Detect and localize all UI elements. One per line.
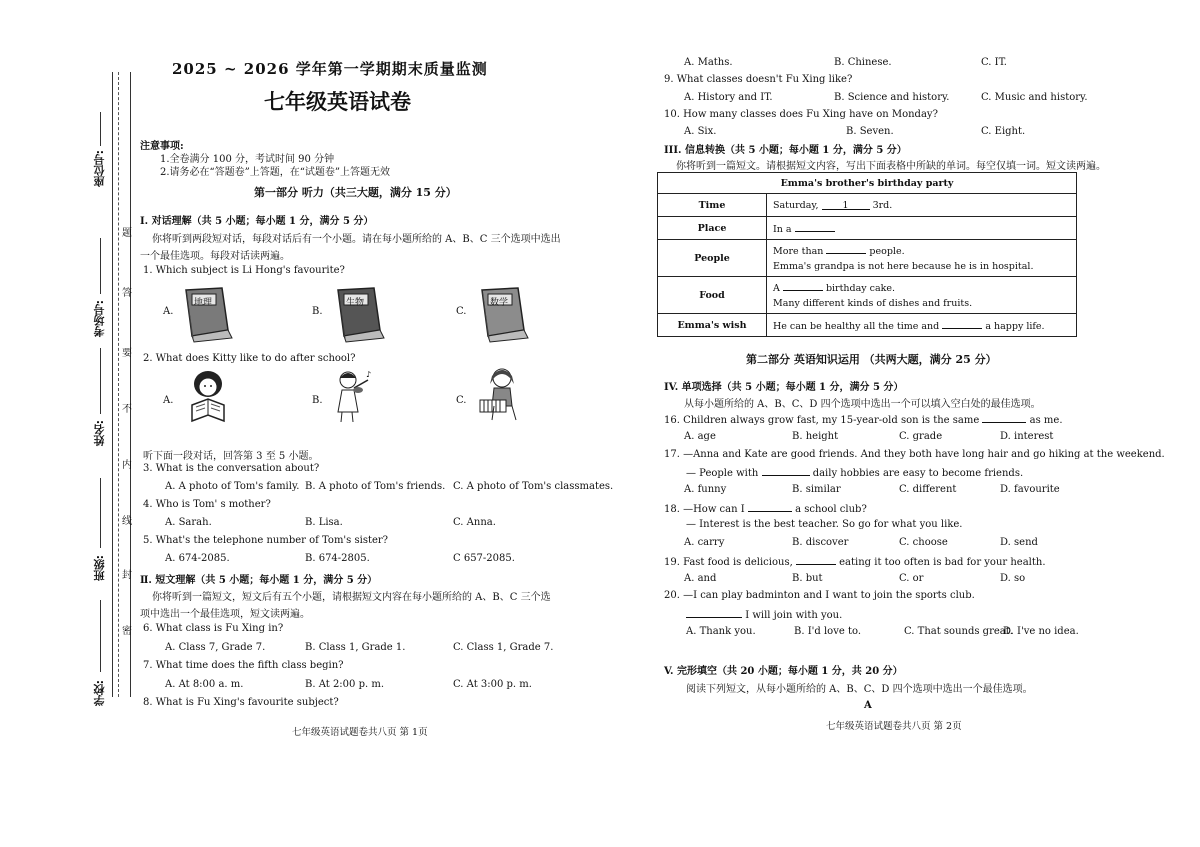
listen-instruction: 听下面一段对话，回答第 3 至 5 小题。 xyxy=(143,451,319,462)
seal-char: 要 xyxy=(122,348,132,359)
question-19-stem xyxy=(664,555,1046,568)
q18-stem-end: a school club? xyxy=(795,504,867,515)
question-4-stem: 4. Who is Tom' s mother? xyxy=(143,499,271,510)
row-key: Food xyxy=(658,277,767,314)
q19-option-b: B. but xyxy=(792,573,823,584)
question-6-stem: 6. What class is Fu Xing in? xyxy=(143,623,284,634)
row-key: Time xyxy=(658,194,767,217)
row-value xyxy=(767,240,1077,277)
q16-stem-text: 16. Children always grow fast, my 15-year-old son is the same xyxy=(664,415,980,426)
notes-heading: 注意事项: xyxy=(140,141,184,152)
option-a-label: A. xyxy=(163,395,174,406)
geography-book-icon xyxy=(178,284,238,344)
q10-option-b: B. Seven. xyxy=(846,126,894,137)
seal-char: 密 xyxy=(122,626,132,637)
section3-instruction: 你将听到一篇短文。请根据短文内容，写出下面表格中所缺的单词。每空仅填一词。短文读两遍。 xyxy=(676,161,1106,172)
q17-option-a: A. funny xyxy=(684,484,727,495)
q20-option-b: B. I'd love to. xyxy=(794,626,861,637)
label-seat-number: 座位号: xyxy=(93,150,106,188)
question-20-stem: 20. —I can play badminton and I want to join the sports club. xyxy=(664,590,975,601)
section1-heading: I. 对话理解（共 5 小题；每小题 1 分，满分 5 分） xyxy=(140,216,374,227)
option-a-label: A. xyxy=(163,306,174,317)
binding-line-outer xyxy=(112,72,113,697)
q16-option-a: A. age xyxy=(684,431,716,442)
q18-option-d: D. send xyxy=(1000,537,1038,548)
q18-option-c: C. choose xyxy=(899,537,948,548)
seal-char: 不 xyxy=(122,404,132,415)
part2-heading: 第二部分 英语知识运用 （共两大题，满分 25 分） xyxy=(746,353,997,366)
section1-instruction: 一个最佳选项。每段对话读两遍。 xyxy=(140,251,290,262)
notes-item: 1.全卷满分 100 分，考试时间 90 分钟 xyxy=(160,154,335,165)
table-row xyxy=(658,217,1077,240)
seal-char: 线 xyxy=(122,516,132,527)
book-label-maths: 数学 xyxy=(490,298,509,308)
table-row xyxy=(658,240,1077,277)
question-9-stem: 9. What classes doesn't Fu Xing like? xyxy=(664,74,853,85)
answer-blank-43[interactable] xyxy=(826,244,866,254)
answer-blank-17[interactable] xyxy=(762,466,810,476)
section2-instruction: 你将听到一篇短文，短文后有五个小题，请根据短文内容在每小题所给的 A、B、C 三个选 xyxy=(152,592,551,603)
book-label-biology: 生物 xyxy=(346,298,365,308)
row-key: People xyxy=(658,240,767,277)
option-c-label: C. xyxy=(456,395,467,406)
label-name: 姓名: xyxy=(93,420,106,447)
q18-option-a: A. carry xyxy=(684,537,725,548)
q8-option-c: C. IT. xyxy=(981,57,1007,68)
girl-reading-icon xyxy=(178,367,238,427)
exam-room-line xyxy=(100,238,101,294)
class-line xyxy=(100,478,101,548)
q19-option-d: D. so xyxy=(1000,573,1026,584)
q7-option-c: C. At 3:00 p. m. xyxy=(453,679,532,690)
question-10-stem: 10. How many classes does Fu Xing have on Monday? xyxy=(664,109,938,120)
biology-book-icon xyxy=(330,284,390,344)
answer-blank-42[interactable] xyxy=(795,222,835,232)
q5-option-b: B. 674-2805. xyxy=(305,553,370,564)
q18-stem-text: 18. —How can I xyxy=(664,504,745,515)
people-prefix: More than xyxy=(773,246,824,257)
q17-line2-start: — People with xyxy=(686,468,759,479)
question-2-stem: 2. What does Kitty like to do after school? xyxy=(143,353,356,364)
q3-option-c: C. A photo of Tom's classmates. xyxy=(453,481,614,492)
q18-option-b: B. discover xyxy=(792,537,849,548)
section5-heading: V. 完形填空（共 20 小题；每小题 1 分，共 20 分） xyxy=(664,666,903,677)
q3-option-b: B. A photo of Tom's friends. xyxy=(305,481,446,492)
section2-instruction: 项中选出一个最佳选项，短文读两遍。 xyxy=(140,609,310,620)
answer-blank-20[interactable] xyxy=(686,608,742,618)
table-title: Emma's brother's birthday party xyxy=(658,173,1077,194)
info-transfer-table xyxy=(657,172,1077,337)
name-line xyxy=(100,348,101,414)
seat-number-line xyxy=(100,112,101,146)
section3-heading: III. 信息转换（共 5 小题；每小题 1 分，满分 5 分） xyxy=(664,145,907,156)
row-value xyxy=(767,217,1077,240)
q6-option-c: C. Class 1, Grade 7. xyxy=(453,642,554,653)
table-row xyxy=(658,314,1077,337)
q10-option-c: C. Eight. xyxy=(981,126,1026,137)
q9-option-a: A. History and IT. xyxy=(684,92,773,103)
row-value xyxy=(767,277,1077,314)
girl-piano-icon xyxy=(472,364,532,424)
binding-line xyxy=(130,72,131,697)
label-exam-room: 考场号: xyxy=(93,300,106,338)
q19-option-a: A. and xyxy=(684,573,717,584)
q6-option-b: B. Class 1, Grade 1. xyxy=(305,642,406,653)
question-17-stem: 17. —Anna and Kate are good friends. And they both have long hair and go hiking at the weekend. xyxy=(664,449,1165,460)
question-3-stem: 3. What is the conversation about? xyxy=(143,463,320,474)
row-key: Place xyxy=(658,217,767,240)
q20-option-a: A. Thank you. xyxy=(686,626,756,637)
q16-option-d: D. interest xyxy=(1000,431,1054,442)
row-value xyxy=(767,314,1077,337)
q8-option-a: A. Maths. xyxy=(684,57,733,68)
seal-char: 题 xyxy=(122,228,132,239)
q8-option-b: B. Chinese. xyxy=(834,57,892,68)
q6-option-a: A. Class 7, Grade 7. xyxy=(165,642,266,653)
question-1-stem: 1. Which subject is Li Hong's favourite? xyxy=(143,265,345,276)
label-school: 学校: xyxy=(93,680,106,707)
q16-option-b: B. height xyxy=(792,431,839,442)
part1-heading: 第一部分 听力（共三大题，满分 15 分） xyxy=(254,186,457,199)
place-prefix: In a xyxy=(773,223,792,235)
table-row xyxy=(658,277,1077,314)
question-5-stem: 5. What's the telephone number of Tom's sister? xyxy=(143,535,389,546)
q16-option-c: C. grade xyxy=(899,431,943,442)
exam-title-line2: 七年级英语试卷 xyxy=(264,89,411,114)
food-prefix: A xyxy=(773,283,780,294)
food-suffix: birthday cake. xyxy=(825,283,896,294)
answer-blank-19[interactable] xyxy=(796,555,836,565)
passage-letter: A xyxy=(864,700,872,711)
option-b-label: B. xyxy=(312,395,323,406)
answer-blank-41[interactable]: 1 xyxy=(822,200,870,210)
binding-dashed-line xyxy=(118,72,119,697)
row-value xyxy=(767,194,1077,217)
q19-stem-end: eating it too often is bad for your health. xyxy=(839,557,1046,568)
section4-heading: IV. 单项选择（共 5 小题；每小题 1 分，满分 5 分） xyxy=(664,382,904,393)
q5-option-a: A. 674-2085. xyxy=(165,553,230,564)
row-key: Emma's wish xyxy=(658,314,767,337)
q4-option-a: A. Sarah. xyxy=(165,517,212,528)
q4-option-c: C. Anna. xyxy=(453,517,496,528)
girl-violin-icon xyxy=(328,368,378,424)
q9-option-c: C. Music and history. xyxy=(981,92,1088,103)
section4-instruction: 从每小题所给的 A、B、C、D 四个选项中选出一个可以填入空白处的最佳选项。 xyxy=(684,399,1041,410)
question-20-line2 xyxy=(686,608,842,621)
answer-blank-45[interactable] xyxy=(942,319,982,329)
question-17-line2 xyxy=(686,466,1023,479)
q20-option-d: D. I've no idea. xyxy=(1003,626,1079,637)
seal-char: 答 xyxy=(122,288,132,299)
time-prefix: Saturday, xyxy=(773,199,819,211)
question-7-stem: 7. What time does the fifth class begin? xyxy=(143,660,344,671)
q19-option-c: C. or xyxy=(899,573,924,584)
wish-suffix: a happy life. xyxy=(985,320,1045,332)
time-suffix: 3rd. xyxy=(872,199,893,211)
question-16-stem xyxy=(664,413,1063,426)
q9-option-b: B. Science and history. xyxy=(834,92,950,103)
q10-option-a: A. Six. xyxy=(684,126,717,137)
label-class: 班级: xyxy=(93,555,106,582)
answer-blank-18[interactable] xyxy=(748,502,792,512)
option-b-label: B. xyxy=(312,306,323,317)
section1-instruction: 你将听到两段短对话，每段对话后有一个小题。请在每小题所给的 A、B、C 三个选项中选出 xyxy=(152,234,561,245)
maths-book-icon xyxy=(474,284,534,344)
people-note: Emma's grandpa is not here because he is in hospital. xyxy=(773,261,1034,272)
q5-option-c: C 657-2085. xyxy=(453,553,515,564)
people-suffix: people. xyxy=(869,246,905,257)
section5-instruction: 阅读下列短文，从每小题所给的 A、B、C、D 四个选项中选出一个最佳选项。 xyxy=(686,684,1033,695)
q4-option-b: B. Lisa. xyxy=(305,517,343,528)
question-8-stem: 8. What is Fu Xing's favourite subject? xyxy=(143,697,339,708)
svg-text:♪: ♪ xyxy=(366,370,372,379)
exam-title-line1: 2025 ~ 2026 学年第一学期期末质量监测 xyxy=(172,60,488,78)
page1-footer: 七年级英语试题卷共八页 第 1页 xyxy=(292,727,428,738)
question-18-stem xyxy=(664,502,867,515)
question-18-line2: — Interest is the best teacher. So go for what you like. xyxy=(686,519,963,530)
school-line xyxy=(100,600,101,672)
wish-prefix: He can be healthy all the time and xyxy=(773,320,940,332)
q7-option-a: A. At 8:00 a. m. xyxy=(165,679,244,690)
q17-option-d: D. favourite xyxy=(1000,484,1060,495)
q17-option-b: B. similar xyxy=(792,484,841,495)
table-row xyxy=(658,194,1077,217)
q17-line2-end: daily hobbies are easy to become friends. xyxy=(812,468,1024,479)
seal-char: 内 xyxy=(122,460,132,471)
seal-char: 封 xyxy=(122,570,132,581)
answer-blank-44[interactable] xyxy=(783,281,823,291)
option-c-label: C. xyxy=(456,306,467,317)
page2-footer: 七年级英语试题卷共八页 第 2页 xyxy=(826,721,962,732)
section2-heading: Ⅱ. 短文理解（共 5 小题；每小题 1 分，满分 5 分） xyxy=(140,575,378,586)
q3-option-a: A. A photo of Tom's family. xyxy=(165,481,300,492)
q20-option-c: C. That sounds great. xyxy=(904,626,1013,637)
q7-option-b: B. At 2:00 p. m. xyxy=(305,679,385,690)
answer-blank-16[interactable] xyxy=(982,413,1026,423)
q17-option-c: C. different xyxy=(899,484,957,495)
notes-item: 2.请务必在“答题卷”上答题，在“试题卷”上答题无效 xyxy=(160,167,390,178)
food-note: Many different kinds of dishes and fruits. xyxy=(773,298,973,309)
q19-stem-text: 19. Fast food is delicious, xyxy=(664,557,793,568)
q20-line2-end: I will join with you. xyxy=(745,610,843,621)
q16-stem-end: as me. xyxy=(1029,415,1063,426)
book-label-geography: 地理 xyxy=(194,298,213,308)
